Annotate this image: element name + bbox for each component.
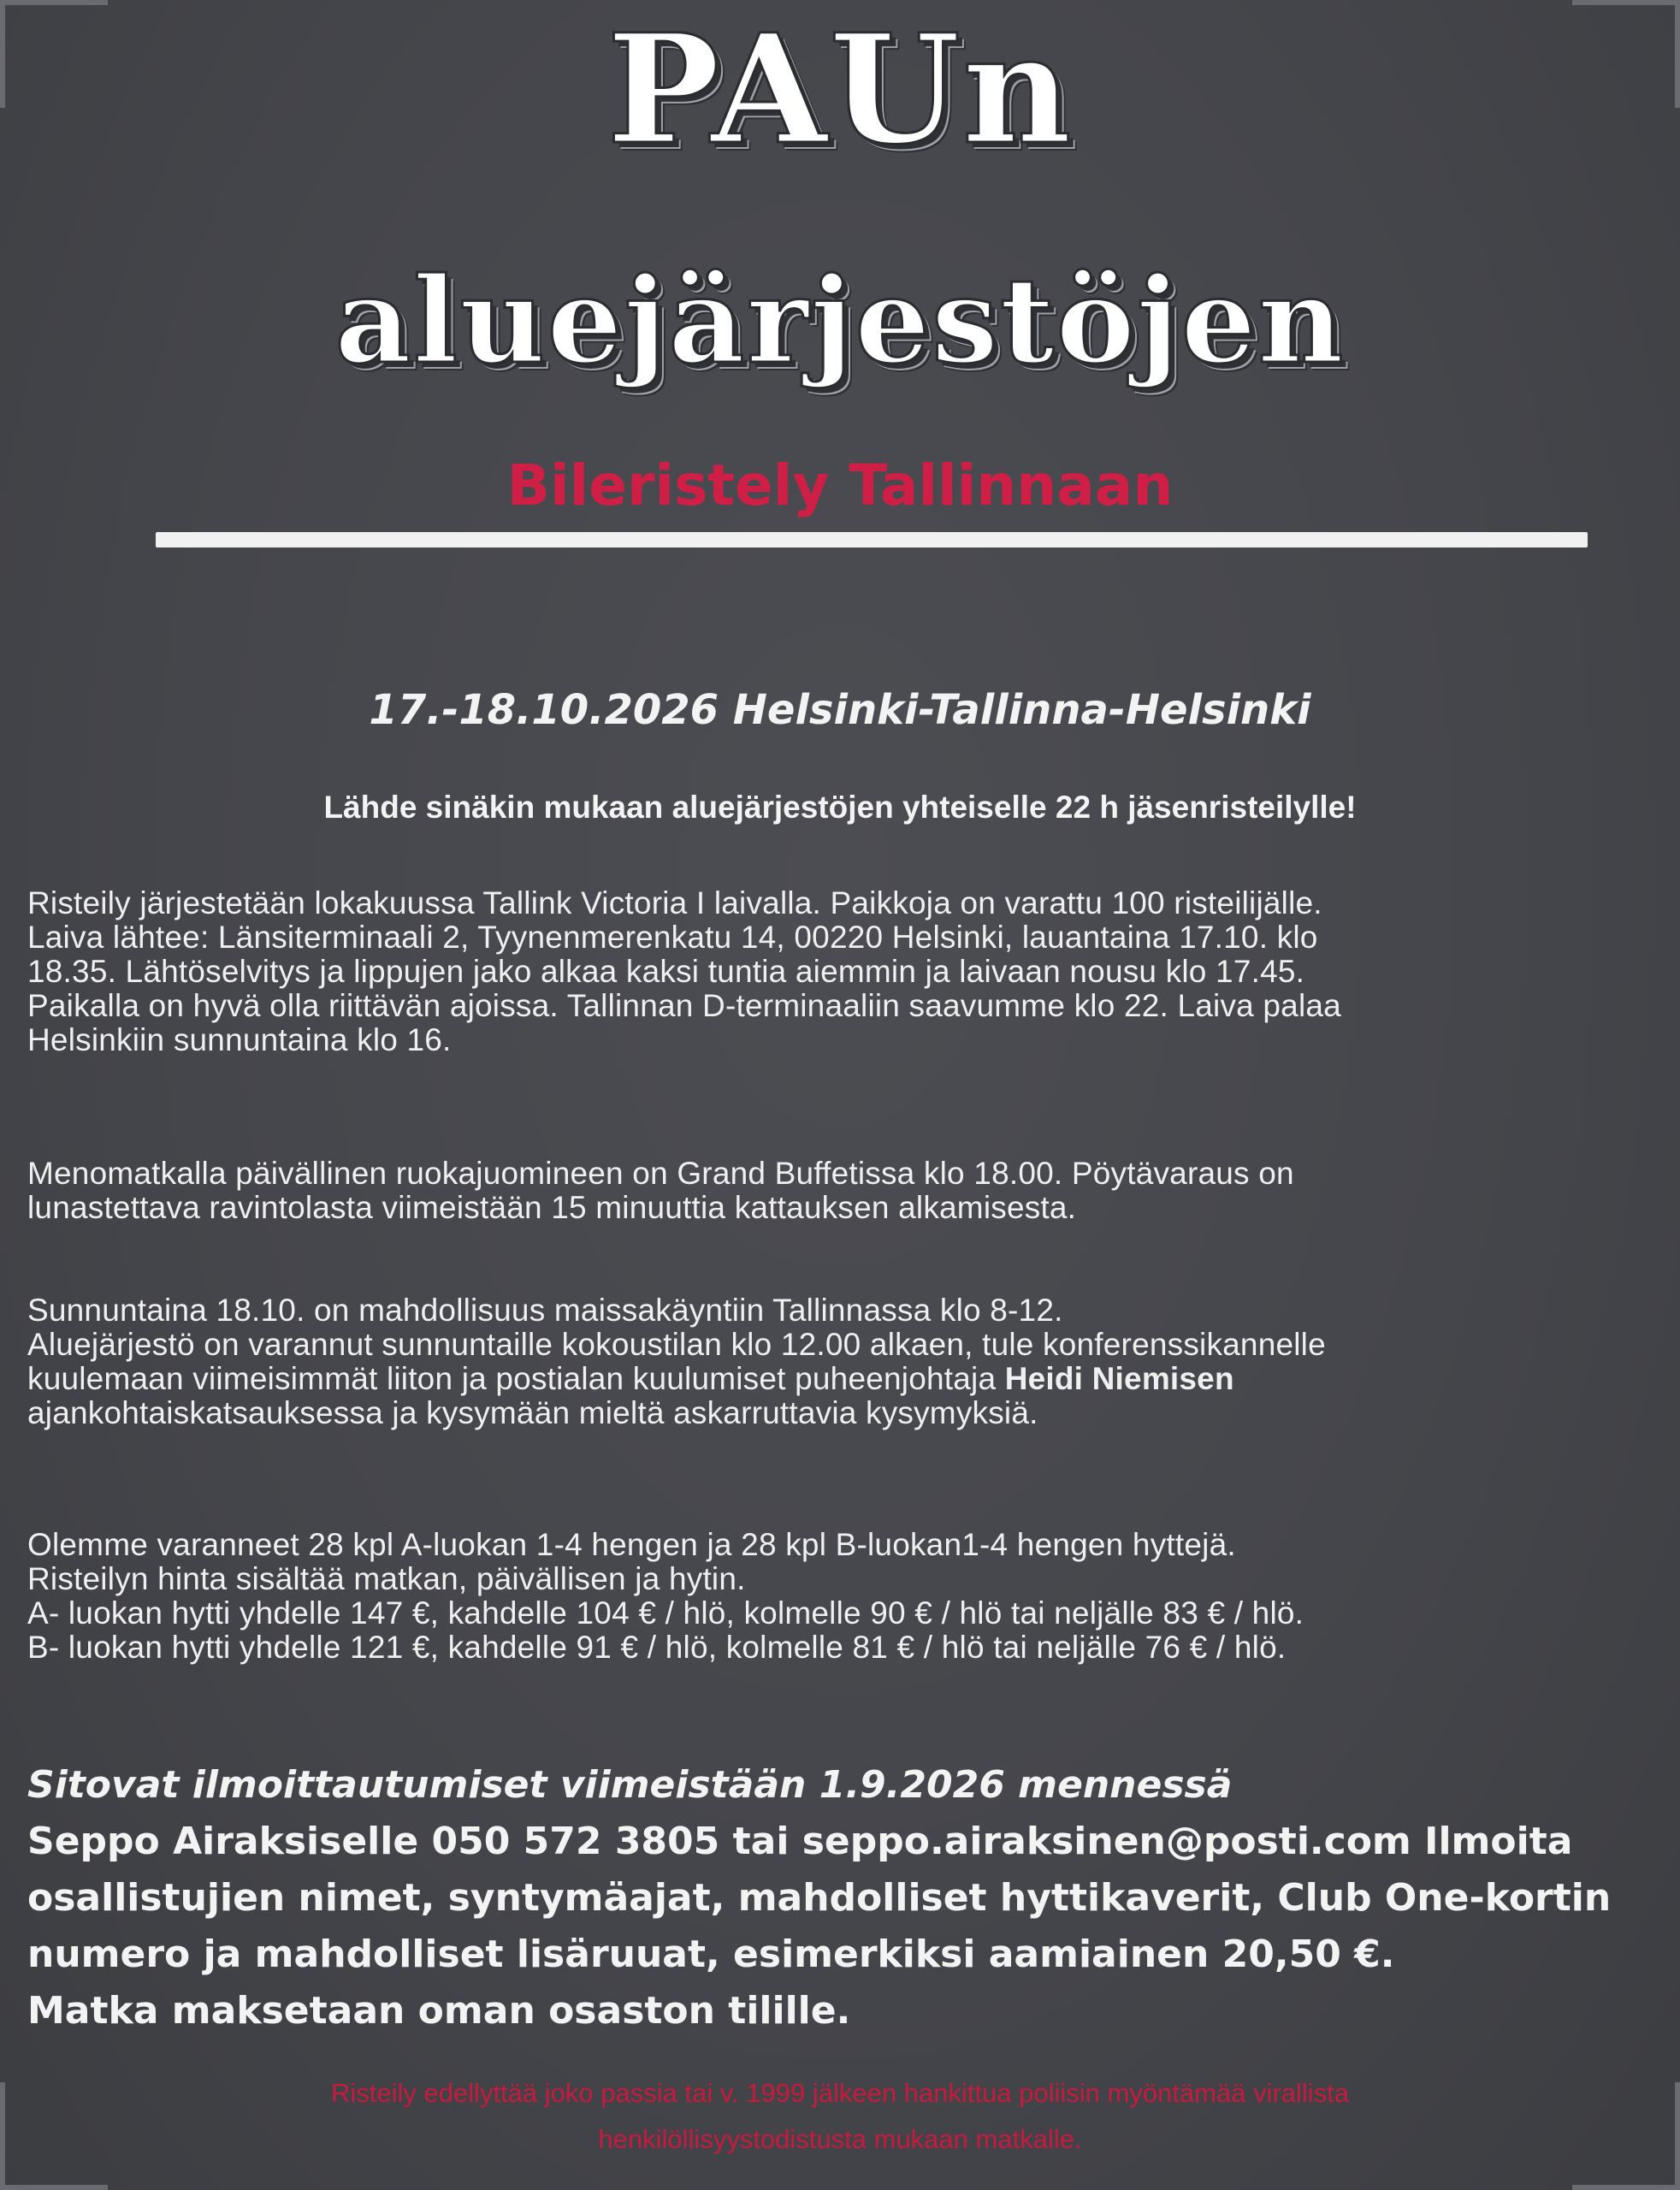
text-line: Risteilyn hinta sisältää matkan, päivällisen ja hytin. bbox=[27, 1561, 746, 1596]
text-line: Laiva lähtee: Länsiterminaali 2, Tyynenmerenkatu 14, 00220 Helsinki, lauantaina 17.10. klo bbox=[27, 920, 1318, 955]
footnote-line: henkilöllisyystodistusta mukaan matkalle. bbox=[598, 2124, 1082, 2154]
text-line: Menomatkalla päivällinen ruokajuomineen on Grand Buffetissa klo 18.00. Pöytävaraus on bbox=[27, 1156, 1294, 1191]
footnote-line: Risteily edellyttää joko passia tai v. 1999 jälkeen hankittua poliisin myöntämää virallista bbox=[330, 2078, 1350, 2108]
price-line-b: B- luokan hytti yhdelle 121 €, kahdelle 91 € / hlö, kolmelle 81 € / hlö tai neljälle 76 € / hlö. bbox=[27, 1630, 1287, 1665]
divider bbox=[156, 532, 1588, 548]
text-line: Paikalla on hyvä olla riittävän ajoissa. Tallinnan D-terminaaliin saavumme klo 22. Laiva palaa bbox=[27, 988, 1341, 1023]
registration-section bbox=[27, 1757, 1661, 2039]
speaker-name: Heidi Niemisen bbox=[1004, 1361, 1234, 1396]
text-line bbox=[27, 1362, 1661, 1396]
text-line: Risteily järjestetään lokakuussa Tallink Victoria I laivalla. Paikkoja on varattu 100 risteilijälle. bbox=[27, 885, 1322, 920]
text-line: ajankohtaiskatsauksessa ja kysymään mieltä askarruttavia kysymyksiä. bbox=[27, 1395, 1038, 1430]
text-span: kuulemaan viimeisimmät liiton ja postialan kuulumiset puheenjohtaja bbox=[27, 1361, 1005, 1396]
text-line: Aluejärjestö on varannut sunnuntaille kokoustilan klo 12.00 alkaen, tule konferenssikannelle bbox=[27, 1327, 1326, 1362]
lead-text: Lähde sinäkin mukaan aluejärjestöjen yhteiselle 22 h jäsenristeilylle! bbox=[323, 790, 1357, 825]
registration-contact: Seppo Airaksiselle 050 572 3805 tai seppo.airaksinen@posti.com Ilmoita bbox=[27, 1820, 1573, 1863]
paragraph-dinner bbox=[27, 1157, 1661, 1225]
title-line2: aluejärjestöjen bbox=[334, 251, 1346, 390]
text-line: 18.35. Lähtöselvitys ja lippujen jako alkaa kaksi tuntia aiemmin ja laivaan nousu klo 17.45. bbox=[27, 954, 1305, 989]
subtitle: Bileristely Tallinnaan bbox=[506, 453, 1174, 518]
footnote bbox=[0, 2070, 1680, 2163]
registration-deadline: Sitovat ilmoittautumiset viimeistään 1.9.2026 mennessä bbox=[27, 1763, 1233, 1807]
date-route: 17.-18.10.2026 Helsinki-Tallinna-Helsinki bbox=[369, 686, 1311, 734]
registration-line: numero ja mahdolliset lisäruuat, esimerkiksi aamiainen 20,50 €. bbox=[27, 1933, 1395, 1976]
paragraph-cruise-info bbox=[27, 886, 1661, 1057]
text-line: Helsinkiin sunnuntaina klo 16. bbox=[27, 1022, 452, 1057]
registration-payment: Matka maksetaan oman osaston tilille. bbox=[27, 1989, 851, 2033]
price-line-a: A- luokan hytti yhdelle 147 €, kahdelle 104 € / hlö, kolmelle 90 € / hlö tai neljälle 83 € / hlö. bbox=[27, 1595, 1304, 1631]
paragraph-cabins-prices bbox=[27, 1528, 1661, 1665]
text-line: lunastettava ravintolasta viimeistään 15 minuuttia kattauksen alkamisesta. bbox=[27, 1190, 1077, 1225]
text-line: Olemme varanneet 28 kpl A-luokan 1-4 hengen ja 28 kpl B-luokan1-4 hengen hyttejä. bbox=[27, 1527, 1236, 1562]
title-line1: PAUn bbox=[606, 1, 1074, 178]
paragraph-sunday bbox=[27, 1293, 1661, 1430]
text-line: Sunnuntaina 18.10. on mahdollisuus maissakäyntiin Tallinnassa klo 8-12. bbox=[27, 1293, 1063, 1328]
registration-line: osallistujien nimet, syntymäajat, mahdolliset hyttikaverit, Club One-kortin bbox=[27, 1876, 1612, 1920]
